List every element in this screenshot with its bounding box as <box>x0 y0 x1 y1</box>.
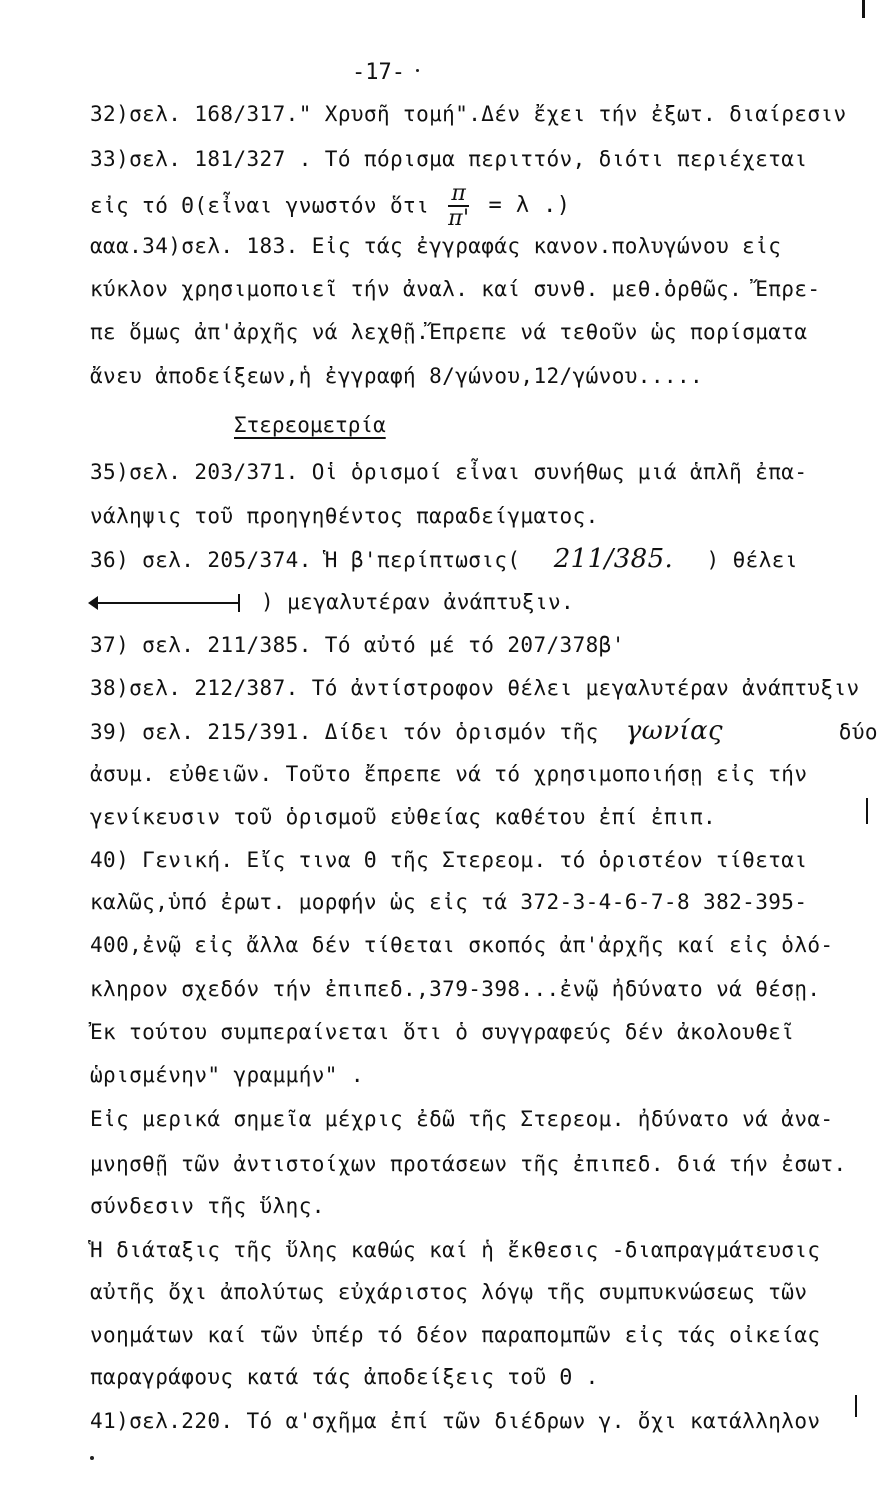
text-line-with-fraction <box>90 182 570 230</box>
text-line: ἀσυμ. εὐθειῶν. Τοῦτο ἔπρεπε νά τό χρησιμοποιήσῃ εἰς τήν <box>90 762 808 786</box>
text-line: Ἐκ τούτου συμπεραίνεται ὅτι ὁ συγγραφεύς δέν ἀκολουθεῖ <box>90 1020 795 1044</box>
text-line: αὐτῆς ὄχι ἀπολύτως εὐχάριστος λόγῳ τῆς συμπυκνώσεως τῶν <box>90 1280 808 1304</box>
text-line: νάληψις τοῦ προηγηθέντος παραδείγματος. <box>90 504 599 528</box>
text-line: σύνδεσιν τῆς ὕλης. <box>90 1194 325 1218</box>
text-span: 39) σελ. 215/391. Δίδει τόν ὁρισμόν τῆς <box>90 720 599 744</box>
text-line: ἄνευ ἀποδείξεων,ἡ ἐγγραφή 8/γώνου,12/γώνου..... <box>90 364 704 388</box>
text-line: 32)σελ. 168/317." Χρυσῆ τομή".Δέν ἔχει τήν ἐξωτ. διαίρεσιν <box>90 102 847 126</box>
ink-speck <box>90 1456 94 1460</box>
text-span: δύο <box>838 720 878 744</box>
text-line: ὡρισμένην" γραμμήν" . <box>90 1063 364 1087</box>
text-span: ) μεγαλυτέραν ἀνάπτυξιν. <box>261 590 575 614</box>
text-line-39 <box>90 718 878 744</box>
text-line: Ἡ διάταξις τῆς ὕλης καθώς καί ἡ ἔκθεσις -διαπραγμάτευσις <box>90 1238 821 1262</box>
text-line: 33)σελ. 181/327 . Τό πόρισμα περιττόν, διότι περιέχεται <box>90 147 808 171</box>
text-line: 37) σελ. 211/385. Τό αὐτό μέ τό 207/378β' <box>90 633 625 657</box>
text-span: εἰς τό Θ(εἶναι γνωστόν ὅτι <box>90 193 430 218</box>
fraction-denominator: π' <box>448 206 470 232</box>
text-line: Εἰς μερικά σημεῖα μέχρις ἐδῶ τῆς Στερεομ. ἠδύνατο νά ἀνα- <box>90 1107 834 1131</box>
text-line: 41)σελ.220. Τό α'σχῆμα ἐπί τῶν διέδρων γ. ὄχι κατάλληλον <box>90 1409 821 1433</box>
handwritten-arrow <box>90 602 240 604</box>
text-line-with-arrow <box>90 592 574 613</box>
text-line: 35)σελ. 203/371. Οἱ ὁρισμοί εἶναι συνήθως μιά ἁπλῆ ἐπα- <box>90 460 808 484</box>
text-span: ) θέλει <box>706 548 798 572</box>
text-line: 38)σελ. 212/387. Τό ἀντίστροφον θέλει μεγαλυτέραν ἀνάπτυξιν <box>90 676 860 700</box>
text-line: 400,ἐνῷ εἰς ἄλλα δέν τίθεται σκοπός ἀπ'ἀρχῆς καί εἰς ὁλό- <box>90 933 834 957</box>
text-line: ααα.34)σελ. 183. Εἰς τάς ἐγγραφάς κανον.πολυγώνου εἰς <box>90 234 782 258</box>
handwritten-word: γωνίας <box>625 716 723 746</box>
handwritten-page-ref: 211/385. <box>553 544 674 574</box>
margin-mark <box>862 0 865 18</box>
text-line: καλῶς,ὑπό ἐρωτ. μορφήν ὡς εἰς τά 372-3-4-6-7-8 382-395- <box>90 890 808 914</box>
text-line: κληρον σχεδόν τήν ἐπιπεδ.,379-398...ἐνῷ ἠδύνατο νά θέσῃ. <box>90 977 821 1001</box>
text-line-36 <box>90 546 798 572</box>
text-span: 36) σελ. 205/374. Ἡ β'περίπτωσις( <box>90 548 521 572</box>
text-line: πε ὅμως ἀπ'ἀρχῆς νά λεχθῇ.Ἔπρεπε νά τεθοῦν ὡς πορίσματα <box>90 320 808 344</box>
text-line: μνησθῇ τῶν ἀντιστοίχων προτάσεων τῆς ἐπιπεδ. διά τήν ἐσωτ. <box>90 1152 847 1176</box>
text-line: νοημάτων καί τῶν ὑπέρ τό δέον παραπομπῶν εἰς τάς οἰκείας <box>90 1323 821 1347</box>
fraction-result: = λ .) <box>488 193 571 219</box>
ink-speck <box>416 69 419 72</box>
fraction-numerator: π <box>448 182 469 207</box>
section-heading: Στερεομετρία <box>234 413 386 437</box>
text-line: γενίκευσιν τοῦ ὁρισμοῦ εὐθείας καθέτου ἐπί ἐπιπ. <box>90 805 717 829</box>
text-line: 40) Γενική. Εἴς τινα Θ τῆς Στερεομ. τό ὁριστέον τίθεται <box>90 848 808 872</box>
page-number: -17- <box>352 60 405 85</box>
text-line: παραγράφους κατά τάς ἀποδείξεις τοῦ Θ . <box>90 1365 599 1389</box>
handwritten-fraction <box>448 182 469 230</box>
text-line: κύκλον χρησιμοποιεῖ τήν ἀναλ. καί συνθ. μεθ.ὀρθῶς. Ἔπρε- <box>90 277 821 301</box>
margin-mark <box>855 1395 857 1417</box>
margin-mark <box>866 798 868 824</box>
